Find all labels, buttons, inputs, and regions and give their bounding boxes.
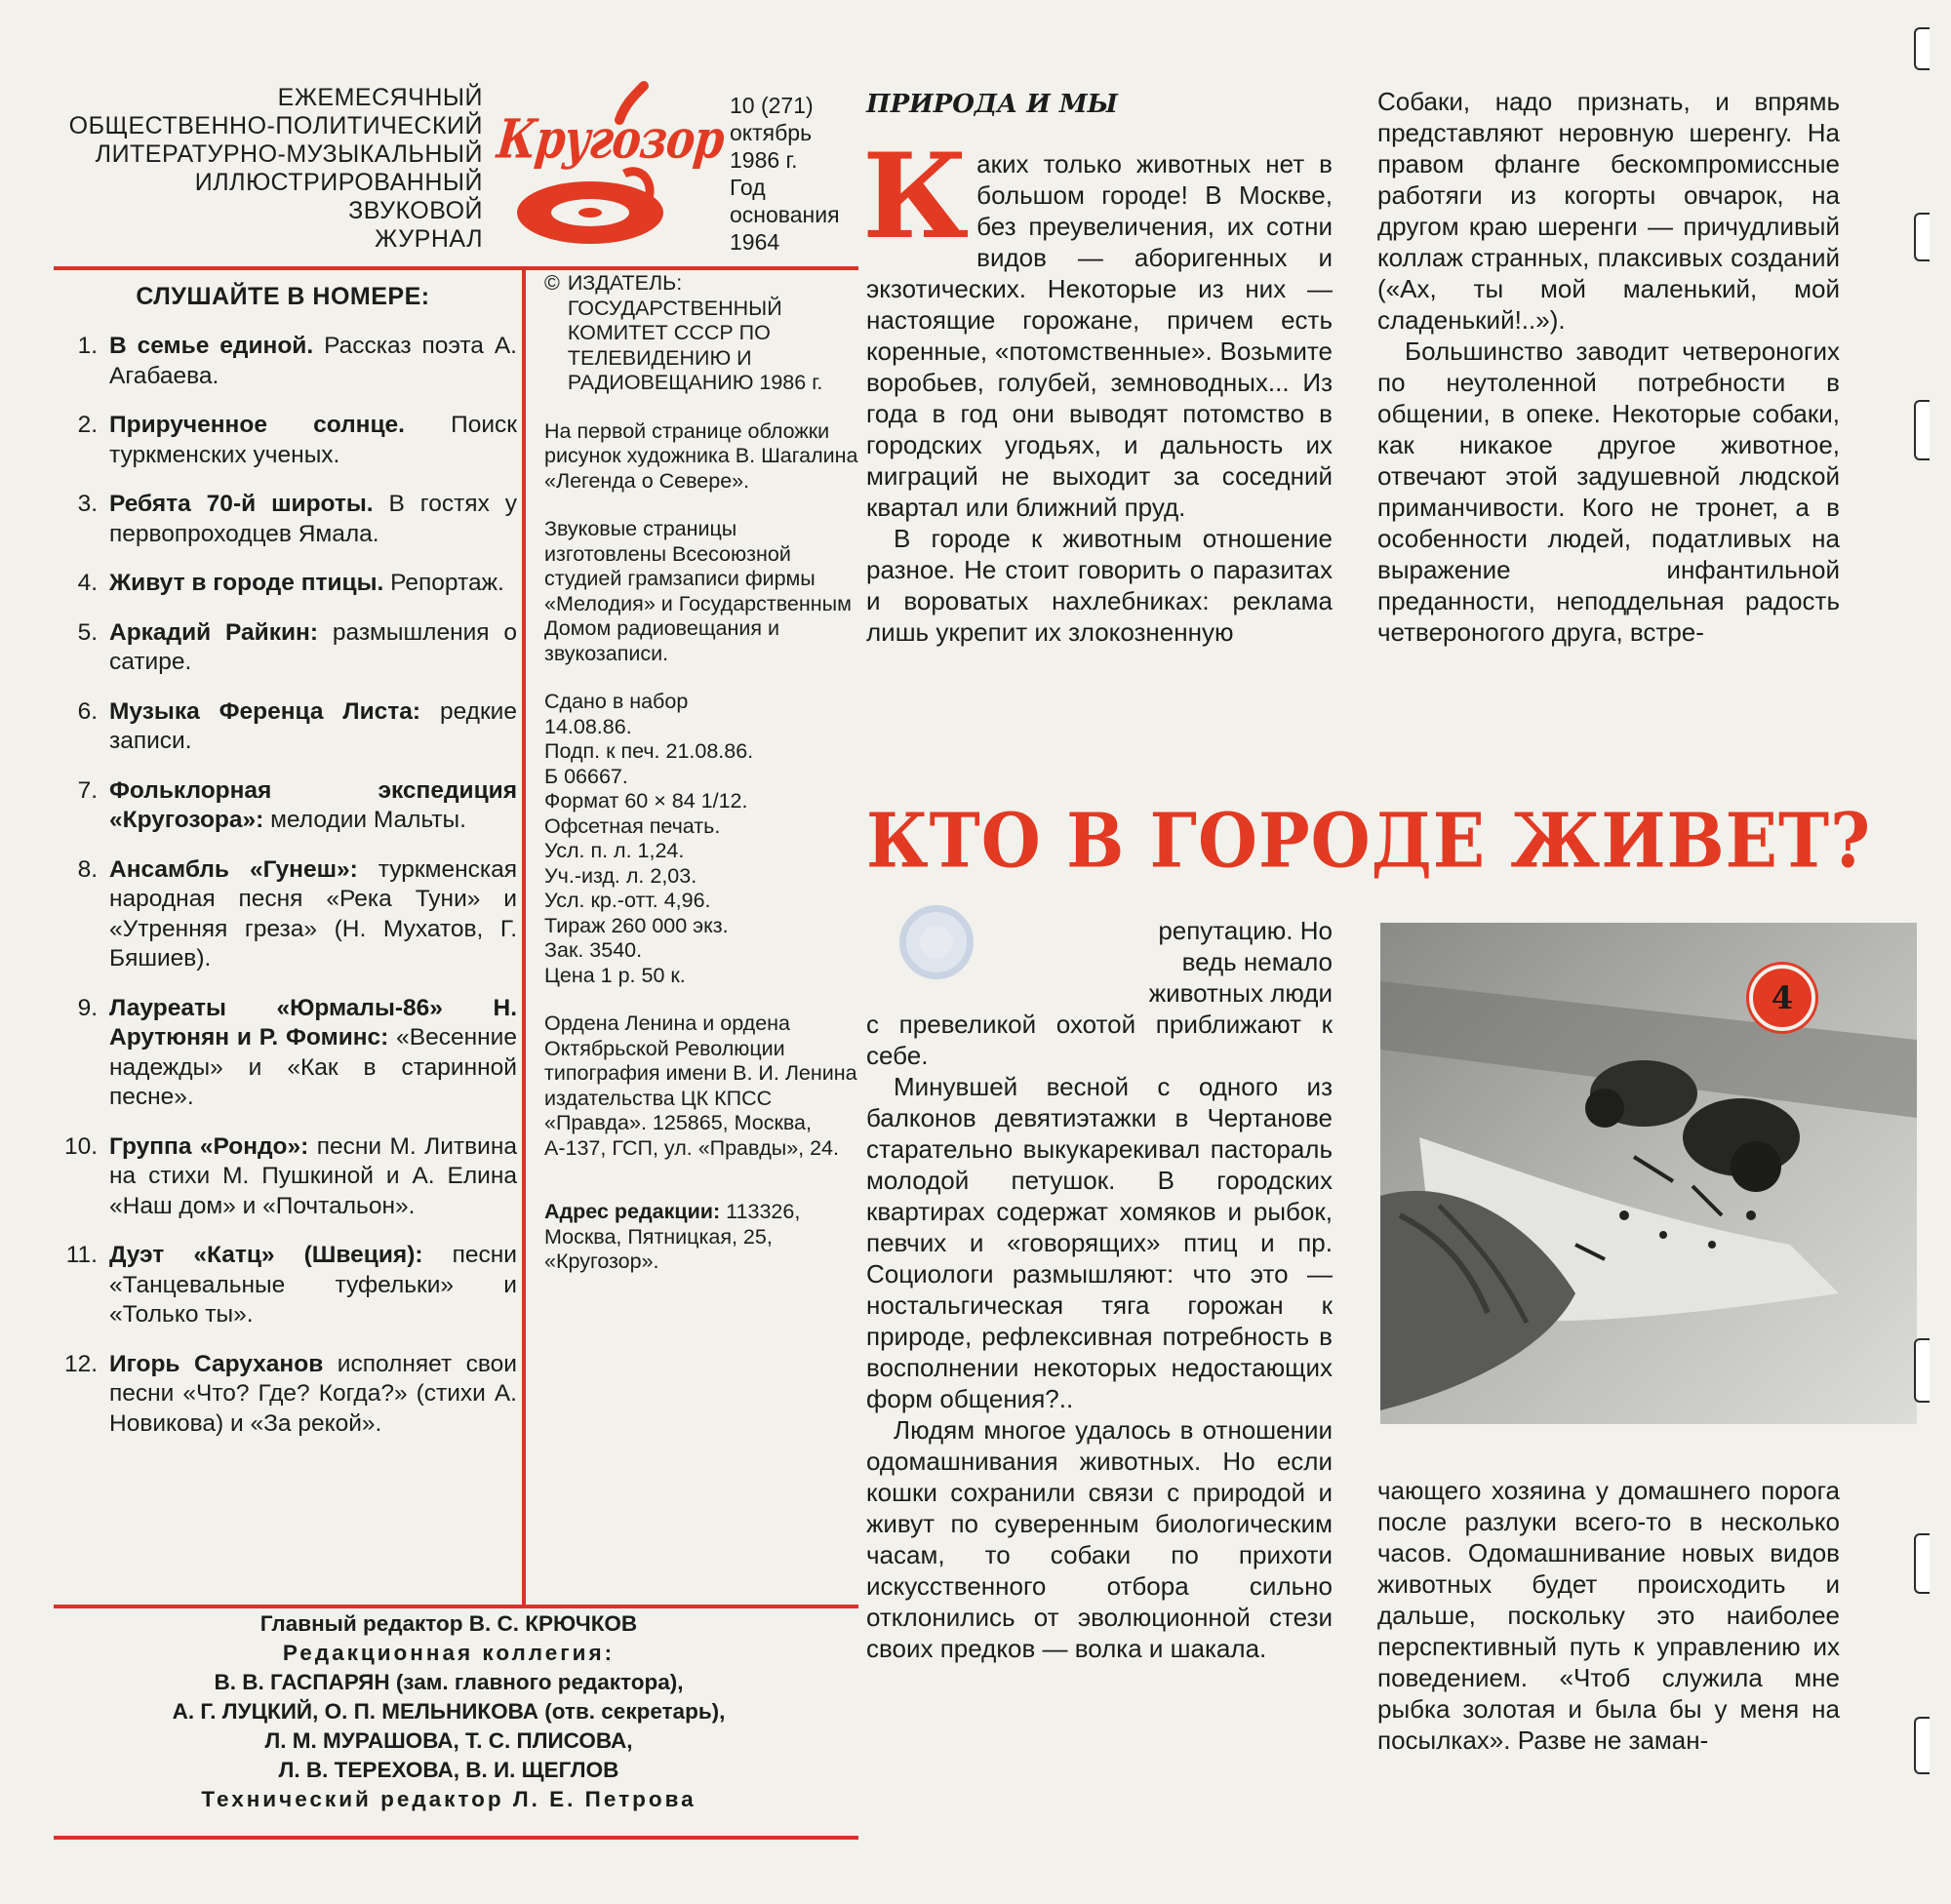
- list-item: [54, 1132, 517, 1222]
- item-title: Живут в городе птицы.: [109, 570, 384, 596]
- paragraph: Людям многое удалось в отношении одомашнивания животных. Но если кошки сохранили связи с природой и живут по суверенным биологическим часам, то собаки по прихоти искусственного отбора сильно отклонились от эволюционной стези своих предков — волка и шакала.: [866, 1415, 1333, 1663]
- publisher-heading: [544, 271, 861, 396]
- list-item: [54, 697, 517, 757]
- issue-line: октябрь: [730, 120, 813, 145]
- editorial-address: [544, 1200, 861, 1275]
- print-line: Сдано в набор: [544, 690, 689, 713]
- publisher-name: ИЗДАТЕЛЬ: ГОСУДАРСТВЕННЫЙ КОМИТЕТ СССР ПО ТЕЛЕВИДЕНИЮ И РАДИОВЕЩАНИЮ 1986 г.: [567, 271, 823, 394]
- article-column-3: [866, 915, 1333, 1664]
- editorial-board: [39, 1609, 858, 1814]
- masthead-line: ЛИТЕРАТУРНО-МУЗЫКАЛЬНЫЙ: [95, 140, 483, 168]
- print-line: Цена 1 р. 50 к.: [544, 963, 686, 987]
- print-line: 14.08.86.: [544, 714, 632, 738]
- issue-line: 10 (271): [730, 93, 814, 118]
- issue-line: Год: [730, 175, 766, 200]
- address-label: Адрес редакции:: [544, 1200, 721, 1223]
- print-line: Усл. п. л. 1,24.: [544, 839, 685, 862]
- item-desc: песни «Танцевальные туфельки» и «Только ты».: [109, 1242, 517, 1328]
- photo-birds-on-hand: [1380, 923, 1917, 1424]
- continuation-line: репутацию. Но: [1158, 916, 1333, 945]
- list-item: [54, 490, 517, 549]
- item-title: Лауреаты «Юрмалы-86» Н. Арутюнян и Р. Фоминс:: [109, 994, 517, 1051]
- list-item: [54, 411, 517, 470]
- item-title: Ансамбль «Гунеш»:: [109, 855, 358, 883]
- item-title: Дуэт «Катц» (Швеция):: [109, 1242, 423, 1268]
- section-title: ПРИРОДА И МЫ: [866, 90, 1118, 119]
- masthead-line: ЖУРНАЛ: [375, 225, 483, 253]
- print-line: Зак. 3540.: [544, 938, 643, 962]
- article-headline: КТО В ГОРОДЕ ЖИВЕТ?: [866, 795, 1872, 886]
- list-item: [54, 332, 517, 391]
- item-number: 12.: [63, 1350, 98, 1377]
- item-desc: мелодии Мальты.: [263, 807, 466, 833]
- item-desc: Рассказ поэта А. Агабаева.: [109, 333, 517, 389]
- print-line: Формат 60 × 84 1/12.: [544, 789, 748, 813]
- tech-editor: Технический редактор Л. Е. Петрова: [201, 1787, 697, 1811]
- board-title: Редакционная коллегия:: [282, 1641, 616, 1665]
- binding-tab: [1914, 1338, 1930, 1403]
- item-number: 4.: [77, 570, 98, 596]
- cover-credit: На первой странице обложки рисунок художника В. Шагалина «Легенда о Севере».: [544, 418, 858, 493]
- paragraph: В городе к животным отношение разное. Не стоит говорить о паразитах и вороватых нахлебниках: реклама лишь укрепит их злокозненную: [866, 524, 1333, 647]
- item-desc: размышления о сатире.: [109, 618, 518, 675]
- paragraph-text: аких только животных нет в большом городе! В Москве, без преувеличения, их сотни видов — аборигенных и экзотических. Некоторые из них — настоящие горожане, причем есть коренные, «потомственные». Возьмите воробьев, голубей, земноводных... Из года в год они выводят потомство в городских угодьях, и дальность их миграций не выходит за соседний квартал или ближний пруд.: [866, 149, 1333, 522]
- article-photo: [1380, 923, 1917, 1424]
- masthead-line: ЗВУКОВОЙ: [348, 197, 483, 224]
- issue-line: 1964: [730, 229, 780, 255]
- printer-info: Ордена Ленина и ордена Октябрьской Революции типография имени В. И. Ленина издательства ЦК КПСС «Правда». 125865, Москва, А-137, ГСП, ул. «Правды», 24.: [544, 1012, 857, 1160]
- list-item: [54, 1350, 517, 1440]
- column-divider: [522, 266, 526, 1605]
- paragraph: чающего хозяина у домашнего порога после разлуки всего-то в несколько часов. Одомашнивание новых видов животных будет происходить и дальше, поскольку это наиболее перспективный путь к управлению их поведением. «Чтоб служила мне рыбка золотая и была бы у меня на посылках». Разве не заман-: [1377, 1476, 1840, 1755]
- item-title: Фольклорная экспедиция «Кругозора»:: [109, 776, 517, 833]
- badge-number: 4: [1771, 979, 1794, 1016]
- binding-tab: [1914, 400, 1930, 460]
- magazine-description: [39, 84, 483, 254]
- board-line: Л. В. ТЕРЕХОВА, В. И. ЩЕГЛОВ: [278, 1758, 619, 1782]
- item-title: Прирученное солнце.: [109, 412, 405, 438]
- chief-editor: Главный редактор В. С. КРЮЧКОВ: [259, 1611, 638, 1636]
- masthead-line: ЕЖЕМЕСЯЧНЫЙ: [277, 84, 483, 111]
- drop-cap: К: [862, 128, 970, 265]
- continuation-line: ведь немало: [1181, 947, 1333, 976]
- bottom-rule: [54, 1836, 858, 1840]
- item-number: 9.: [77, 994, 98, 1021]
- item-number: 10.: [63, 1132, 98, 1160]
- item-title: Аркадий Райкин:: [109, 618, 319, 646]
- list-item: [54, 776, 517, 836]
- item-title: Группа «Рондо»:: [109, 1132, 309, 1160]
- print-line: Уч.-изд. л. 2,03.: [544, 863, 697, 888]
- item-desc: туркменская народная песня «Река Туни» и «Утренняя греза» (Н. Мухатов, Г. Бяшиев).: [109, 855, 517, 972]
- issue-line: основания: [730, 202, 840, 227]
- issue-line: 1986 г.: [730, 147, 798, 173]
- board-line: В. В. ГАСПАРЯН (зам. главного редактора),: [214, 1670, 684, 1694]
- list-item: [54, 994, 517, 1113]
- item-number: 11.: [65, 1242, 98, 1268]
- issue-info: [730, 92, 861, 256]
- listen-heading: СЛУШАЙТЕ В НОМЕРЕ:: [136, 283, 430, 310]
- top-rule: [54, 266, 858, 270]
- middle-rule: [54, 1605, 858, 1608]
- page-badge: [1749, 965, 1815, 1031]
- publisher-info: [544, 271, 861, 1298]
- item-number: 8.: [77, 855, 98, 883]
- list-item: [54, 1241, 517, 1330]
- paragraph: Собаки, надо признать, и впрямь представляют неровную шеренгу. На правом фланге бескомпромиссные работяги из когорты овчарок, на другом краю шеренги — причудливый коллаж странных, плаксивых созданий («Ах, ты мой маленький, мой сладенький!..»).: [1377, 87, 1840, 335]
- list-item: [54, 855, 517, 974]
- binding-tab: [1914, 1717, 1930, 1774]
- print-line: Усл. кр.-отт. 4,96.: [544, 889, 711, 912]
- board-line: Л. М. МУРАШОВА, Т. С. ПЛИСОВА,: [264, 1728, 633, 1753]
- item-number: 5.: [77, 618, 98, 646]
- print-line: Б 06667.: [544, 764, 628, 788]
- print-details: [544, 690, 861, 988]
- copyright-icon: ©: [544, 271, 560, 295]
- list-item: [54, 618, 517, 678]
- paragraph: Большинство заводит четвероногих по неутоленной потребности в общении, в опеке. Некоторые собаки, как никакое другое животное, отвечают этой задушевной людской приманчивости. Кого не тронет, а в особенности людей, податливых на выражение инфантильной преданности, неподдельная радость четвероногого друга, встре-: [1377, 337, 1840, 647]
- masthead-line: ОБЩЕСТВЕННО-ПОЛИТИЧЕСКИЙ: [68, 112, 483, 139]
- logo-text: Кругозор: [494, 108, 727, 172]
- krugozor-logo: [494, 76, 727, 252]
- item-desc: исполняет свои песни «Что? Где? Когда?» (стихи А. Новикова) и «За рекой».: [109, 1350, 517, 1437]
- contents-list: [54, 332, 517, 1458]
- board-line: А. Г. ЛУЦКИЙ, О. П. МЕЛЬНИКОВА (отв. секретарь),: [172, 1699, 726, 1724]
- continuation-line: животных люди: [1148, 978, 1333, 1008]
- binding-tab: [1914, 27, 1930, 70]
- item-desc: Поиск туркменских ученых.: [109, 412, 517, 468]
- masthead-line: ИЛЛЮСТРИРОВАННЫЙ: [194, 169, 483, 196]
- item-title: Музыка Ференца Листа:: [109, 697, 421, 725]
- article-column-2: [1377, 86, 1840, 648]
- binding-tab: [1914, 1533, 1930, 1594]
- item-number: 1.: [77, 333, 98, 359]
- item-title: В семье единой.: [109, 333, 314, 359]
- item-desc: В гостях у первопроходцев Ямала.: [109, 491, 517, 547]
- continuation-head: [866, 915, 1333, 1009]
- binding-tab: [1914, 213, 1930, 261]
- article-column-4: [1377, 1475, 1840, 1756]
- item-number: 7.: [77, 776, 98, 804]
- item-desc: песни М. Литвина на стихи М. Пушкиной и А. Елина «Наш дом» и «Почтальон».: [109, 1132, 517, 1219]
- list-item: [54, 569, 517, 599]
- article-column-1: [862, 128, 1333, 648]
- paragraph: Минувшей весной с одного из балконов девятиэтажки в Чертанове старательно выкукарекивал пастораль молодой петушок. В городских квартирах содержат хомяков и рыбок, певчих и «говорящих» птиц и пр. Социологи размышляют: что это — ностальгическая тяга горожан к природе, рефлексивная потребность в восполнении некоторых недостающих форм общения?..: [866, 1072, 1333, 1413]
- item-desc: Репортаж.: [383, 570, 504, 596]
- item-number: 6.: [77, 697, 98, 725]
- item-title: Игорь Саруханов: [109, 1350, 324, 1377]
- item-desc: «Весенние надежды» и «Как в старинной песне».: [109, 1024, 517, 1110]
- print-line: Подп. к печ. 21.08.86.: [544, 739, 754, 763]
- paragraph: [862, 128, 1333, 523]
- item-desc: редкие записи.: [109, 697, 517, 754]
- address-text: 113326, Москва, Пятницкая, 25, «Кругозор».: [544, 1200, 801, 1273]
- item-number: 2.: [77, 412, 98, 438]
- paragraph: с превеликой охотой приближают к себе.: [866, 1010, 1333, 1070]
- item-number: 3.: [77, 491, 98, 517]
- item-title: Ребята 70-й широты.: [109, 491, 374, 517]
- print-line: Тираж 260 000 экз.: [544, 913, 729, 937]
- print-line: Офсетная печать.: [544, 813, 721, 838]
- sound-credit: Звуковые страницы изготовлены Всесоюзной студией грамзаписи фирмы «Мелодия» и Государственным Домом радиовещания и звукозаписи.: [544, 517, 852, 665]
